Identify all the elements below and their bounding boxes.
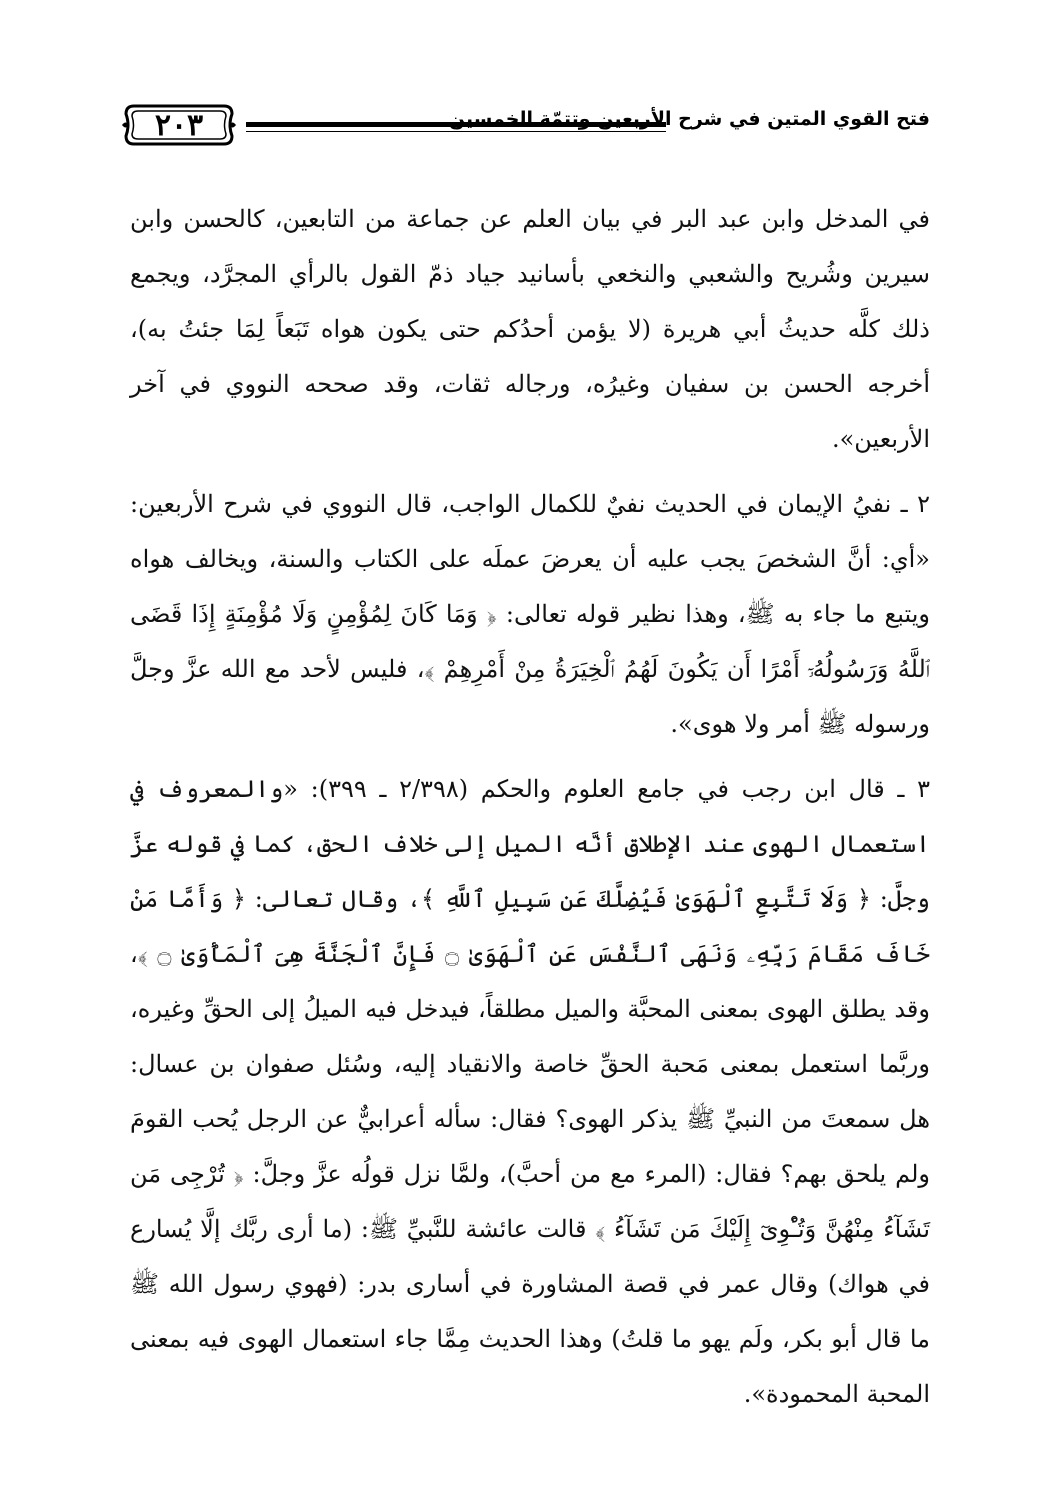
- paragraph-2: ٢ ـ نفيُ الإيمان في الحديث نفيٌ للكمال الواجب، قال النووي في شرح الأربعين: «أي: أنَّ الشخصَ يجب عليه أن يعرضَ عملَه على الكتاب والسنة، ويخالف هواه ويتبع ما جاء به ﷺ، وهذا نظير قوله تعالى: ﴿ وَمَا كَانَ لِمُؤْمِنٍ وَلَا مُؤْمِنَةٍ إِذَا قَضَى ٱللَّهُ وَرَسُولُهُۥٓ أَمْرًا أَن يَكُونَ لَهُمُ ٱلْخِيَرَةُ مِنْ أَمْرِهِمْ ﴾، فليس لأحد مع الله عزَّ وجلَّ ورسوله ﷺ أمر ولا هوى».: [130, 490, 930, 738]
- header-rule-thin: [246, 131, 666, 132]
- paragraph-1: في المدخل وابن عبد البر في بيان العلم عن جماعة من التابعين، كالحسن وابن سيرين وشُريح والشعبي والنخعي بأسانيد جياد ذمّ القول بالرأي المجرَّد، ويجمع ذلك كلَّه حديثُ أبي هريرة (لا يؤمن أحدُكم حتى يكون هواه تَبَعاً لِمَا جئتُ به)، أخرجه الحسن بن سفيان وغيرُه، ورجاله ثقات، وقد صححه النووي في آخر الأربعين».: [130, 205, 930, 453]
- page-header: [120, 102, 930, 152]
- page-number-frame: [120, 102, 238, 148]
- page-number: ٢٠٣: [154, 107, 204, 143]
- paragraph-3: ٣ ـ قال ابن رجب في جامع العلوم والحكم (٢/٣٩٨ ـ ٣٩٩): «والمعروف في استعمال الهوى عند الإطلاق أنَّه الميل إلى خلاف الحق، كما في قوله عزَّ وجلَّ: ﴿ وَلَا تَتَّبِعِ ٱلْهَوَىٰ فَيُضِلَّكَ عَن سَبِيلِ ٱللَّهِ ﴾، وقال تعالى: ﴿ وَأَمَّا مَنْ خَافَ مَقَامَ رَبِّهِۦ وَنَهَى ٱلنَّفْسَ عَنِ ٱلْهَوَىٰ ۝ فَإِنَّ ٱلْجَنَّةَ هِىَ ٱلْمَأْوَىٰ ۝ ﴾، وقد يطلق الهوى بمعنى المحبَّة والميل مطلقاً، فيدخل فيه الميلُ إلى الحقِّ وغيره، وربَّما استعمل بمعنى مَحبة الحقِّ خاصة والانقياد إليه، وسُئل صفوان بن عسال: هل سمعتَ من النبيِّ ﷺ يذكر الهوى؟ فقال: سأله أعرابيٌّ عن الرجل يُحب القومَ ولم يلحق بهم؟ فقال: (المرء مع من أحبَّ)، ولمَّا نزل قولُه عزَّ وجلَّ: ﴿ تُرْجِى مَن تَشَآءُ مِنْهُنَّ وَتُـْٔوِىٓ إِلَيْكَ مَن تَشَآءُ ﴾ قالت عائشة للنَّبيِّ ﷺ: (ما أرى ربَّك إلَّا يُسارع في هواك) وقال عمر في قصة المشاورة في أسارى بدر: (فهوي رسول الله ﷺ ما قال أبو بكر، ولَم يهو ما قلتُ) وهذا الحديث مِمَّا جاء استعمال الهوى فيه بمعنى المحبة المحمودة».: [130, 775, 931, 1408]
- page-body: [130, 192, 930, 1432]
- book-title: فتح القوي المتين في شرح الأربعين وتتمّة الخمسين: [448, 108, 930, 130]
